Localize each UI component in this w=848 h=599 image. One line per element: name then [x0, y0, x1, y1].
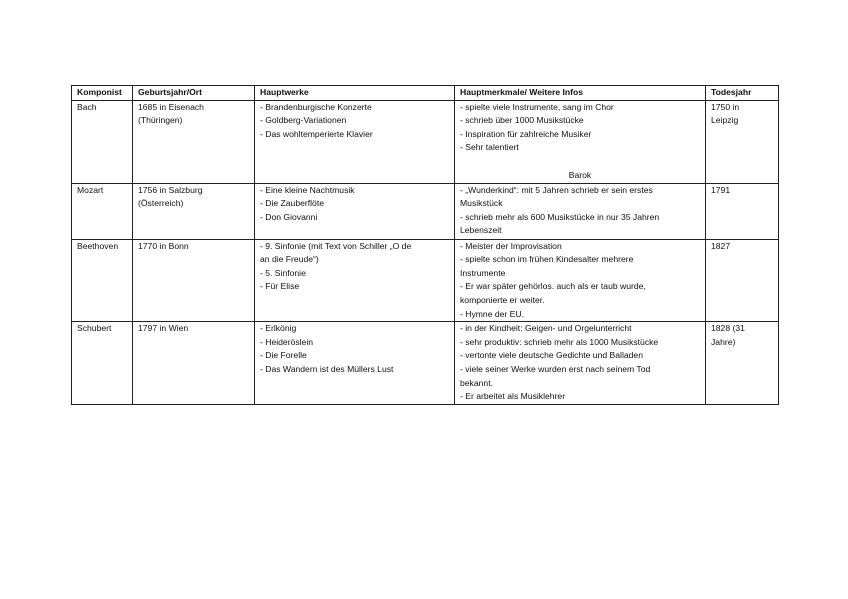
table-row: [72, 322, 779, 405]
composer-cell: [72, 100, 133, 183]
info-item: - Er arbeitet als Musiklehrer: [460, 391, 566, 402]
death-cell: [706, 183, 779, 239]
info-item: - in der Kindheit: Geigen- und Orgelunterricht: [460, 323, 632, 334]
composer-cell: [72, 322, 133, 405]
death-line: Leipzig: [711, 115, 739, 126]
info-item: - sehr produktiv: schrieb mehr als 1000 Musikstücke: [460, 336, 659, 347]
info-item: - Meister der Improvisation: [460, 240, 562, 251]
header-death: Todesjahr: [706, 86, 779, 101]
work-item: - Don Giovanni: [260, 211, 318, 222]
birth-line: (Österreich): [138, 198, 184, 209]
info-item: - Inspiration für zahlreiche Musiker: [460, 128, 592, 139]
composer-cell: [72, 239, 133, 322]
works-cell: [255, 322, 455, 405]
works-cell: [255, 239, 455, 322]
info-item: - viele seiner Werke wurden erst nach seinem Tod: [460, 363, 651, 374]
birth-cell: [133, 183, 255, 239]
info-item: - spielte viele Instrumente, sang im Chor: [460, 101, 614, 112]
work-item: - Das Wandern ist des Müllers Lust: [260, 363, 394, 374]
birth-cell: [133, 100, 255, 183]
header-composer: Komponist: [72, 86, 133, 101]
composer-name: Bach: [77, 101, 97, 112]
header-works: Hauptwerke: [255, 86, 455, 101]
info-item: - vertonte viele deutsche Gedichte und Balladen: [460, 350, 643, 361]
composer-name: Schubert: [77, 323, 112, 334]
death-line: 1791: [711, 184, 731, 195]
header-row: [72, 86, 779, 101]
info-cell: [455, 322, 706, 405]
info-item: - Er war später gehörlos. auch als er taub wurde,: [460, 281, 646, 292]
death-cell: [706, 100, 779, 183]
birth-line: 1797 in Wien: [138, 323, 189, 334]
info-item: - spielte schon im frühen Kindesalter mehrere: [460, 254, 634, 265]
birth-line: 1756 in Salzburg: [138, 184, 203, 195]
info-item: Instrumente: [460, 267, 506, 278]
death-line: 1750 in: [711, 101, 740, 112]
work-item: an die Freude“): [260, 254, 319, 265]
work-item: - Goldberg-Variationen: [260, 115, 347, 126]
info-item: - schrieb über 1000 Musikstücke: [460, 115, 584, 126]
composer-name: Beethoven: [77, 240, 119, 251]
birth-line: (Thüringen): [138, 115, 183, 126]
works-cell: [255, 100, 455, 183]
birth-line: 1685 in Eisenach: [138, 101, 204, 112]
death-line: 1827: [711, 240, 731, 251]
death-cell: [706, 322, 779, 405]
info-item: komponierte er weiter.: [460, 294, 545, 305]
birth-cell: [133, 322, 255, 405]
table-row: [72, 100, 779, 183]
work-item: - Heideröslein: [260, 336, 314, 347]
work-item: - Brandenburgische Konzerte: [260, 101, 372, 112]
work-item: - Die Forelle: [260, 350, 307, 361]
birth-line: 1770 in Bonn: [138, 240, 189, 251]
work-item: - Für Elise: [260, 281, 300, 292]
info-item: - Hymne der EU.: [460, 308, 524, 319]
info-item: - Sehr talentiert: [460, 142, 519, 153]
death-cell: [706, 239, 779, 322]
table-row: [72, 239, 779, 322]
work-item: - 9. Sinfonie (mit Text von Schiller „O de: [260, 240, 412, 251]
death-line: 1828 (31: [711, 323, 745, 334]
work-item: - Das wohltemperierte Klavier: [260, 128, 373, 139]
info-item: - schrieb mehr als 600 Musikstücke in nur 35 Jahren: [460, 211, 660, 222]
table-row: [72, 183, 779, 239]
work-item: - Erlkönig: [260, 323, 297, 334]
header-birth: Geburtsjahr/Ort: [133, 86, 255, 101]
composer-cell: [72, 183, 133, 239]
work-item: - Eine kleine Nachtmusik: [260, 184, 355, 195]
info-cell: [455, 239, 706, 322]
work-item: - Die Zauberflöte: [260, 198, 325, 209]
composer-name: Mozart: [77, 184, 104, 195]
info-item: - „Wunderkind“: mit 5 Jahren schrieb er sein erstes: [460, 184, 653, 195]
info-cell: [455, 183, 706, 239]
era-note: Barok: [568, 169, 592, 180]
header-info: Hauptmerkmale/ Weitere Infos: [455, 86, 706, 101]
composer-table: [71, 85, 779, 405]
info-cell: [455, 100, 706, 183]
work-item: - 5. Sinfonie: [260, 267, 306, 278]
info-item: Musikstück: [460, 198, 503, 209]
death-line: Jahre): [711, 336, 736, 347]
info-item: Lebenszeit: [460, 225, 502, 236]
info-item: bekannt.: [460, 377, 493, 388]
works-cell: [255, 183, 455, 239]
birth-cell: [133, 239, 255, 322]
